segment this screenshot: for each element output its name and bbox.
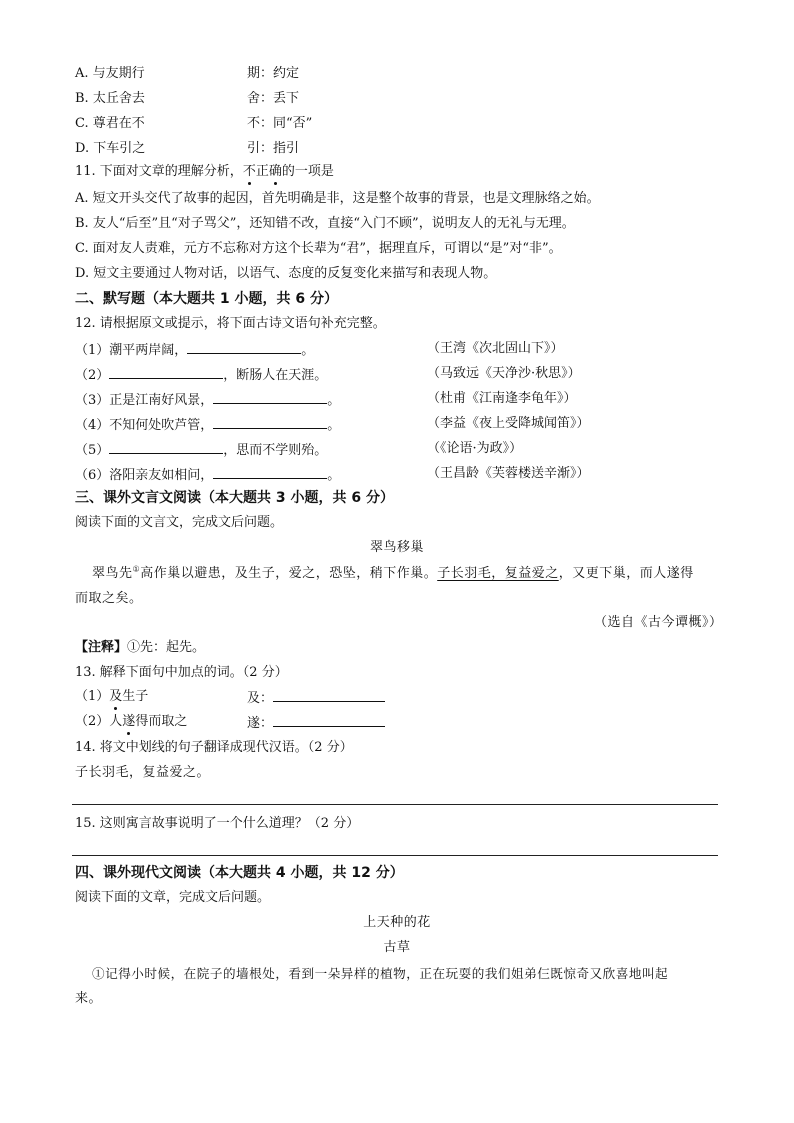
q13-answer-2: [247, 713, 385, 733]
footnote-marker: ①: [132, 564, 141, 574]
answer-blank[interactable]: [109, 365, 223, 379]
passage-text: ，又更下巢，而人遂得: [558, 566, 694, 581]
annotation: [75, 639, 205, 657]
section-2-title: 二、默写题（本大题共 1 小题，共 6 分）: [75, 291, 338, 307]
q10-option-c-gloss: 不：同“否”: [247, 116, 313, 131]
answer-blank[interactable]: [213, 390, 327, 404]
q12-item-3-source: （杜甫《江南逢李龟年》）: [427, 391, 577, 406]
item-text: 人: [109, 714, 123, 729]
dotted-word: 遂: [122, 714, 136, 729]
item-text: 正是江南好风景，: [109, 393, 214, 408]
q11-option-a: A. 短文开头交代了故事的起因，首先明确是非，这是整个故事的背景，也是文理脉络之始。: [75, 191, 600, 206]
q10-option-a: [75, 65, 145, 83]
essay-author: 古草: [383, 940, 411, 955]
option-phrase: 太丘舍去: [92, 91, 145, 106]
q11-stem-part: 正: [255, 164, 269, 179]
q11-stem-dotted: 确: [268, 164, 282, 179]
option-phrase: 下车引之: [93, 141, 146, 156]
option-phrase: 尊君在不: [92, 116, 145, 131]
q12-item-4-source: （李益《夜上受降城闻笛》）: [427, 416, 590, 431]
q12-item-6: [75, 465, 340, 485]
answer-line-q15[interactable]: [72, 855, 718, 856]
q11-stem-part: 的一项是: [281, 164, 334, 179]
item-number: （4）: [75, 418, 110, 433]
q12-item-4: [75, 415, 340, 435]
answer-blank[interactable]: [213, 465, 327, 479]
answer-blank[interactable]: [109, 440, 223, 454]
section-4-title: 四、课外现代文阅读（本大题共 4 小题，共 12 分）: [75, 865, 404, 881]
passage-source: （选自《古今谭概》）: [594, 615, 723, 630]
annotation-label: 【注释】: [75, 640, 128, 655]
option-letter: B.: [75, 91, 89, 106]
annotation-text: ①先：起先。: [127, 640, 206, 655]
q11-option-c: C. 面对友人责难，元方不忘称对方这个长辈为“君”，据理直斥，可谓以“是”对“非”。: [75, 241, 562, 256]
q12-item-2: [75, 365, 327, 385]
q11-stem-part: 11. 下面对文章的理解分析，: [75, 164, 243, 179]
q13-stem: 13. 解释下面句中加点的词。（2 分）: [75, 665, 288, 680]
passage-paragraph: [92, 565, 694, 583]
q10-option-b: [75, 90, 145, 108]
option-letter: D.: [75, 141, 90, 156]
answer-blank[interactable]: [213, 415, 327, 429]
item-text: ，思而不学则殆。: [223, 443, 328, 458]
option-phrase: 与友期行: [92, 66, 145, 81]
item-text: 。: [327, 418, 341, 433]
answer-blank[interactable]: [273, 688, 385, 702]
answer-line-q14[interactable]: [72, 804, 718, 805]
option-letter: C.: [75, 116, 89, 131]
item-text: 。: [301, 343, 315, 358]
q12-item-6-source: （王昌龄《芙蓉楼送辛渐》）: [427, 466, 590, 481]
item-text: 洛阳亲友如相问，: [109, 468, 214, 483]
item-text: 不知何处吹芦管，: [109, 418, 214, 433]
q12-item-5-source: （《论语·为政》）: [427, 441, 523, 456]
item-text: 。: [327, 468, 341, 483]
passage-paragraph-cont: 而取之矣。: [75, 591, 143, 606]
q12-stem: 12. 请根据原文或提示，将下面古诗文语句补充完整。: [75, 316, 386, 331]
item-text: 得而取之: [135, 714, 188, 729]
item-number: （2）: [75, 714, 110, 729]
q11-option-b: B. 友人“后至”且“对子骂父”，还知错不改，直接“入门不顾”，说明友人的无礼与无理。: [75, 216, 575, 231]
section-3-title: 三、课外文言文阅读（本大题共 3 小题，共 6 分）: [75, 490, 394, 506]
underlined-sentence: 子长羽毛，复益爱之: [437, 566, 559, 581]
passage-text: 高作巢以避患，及生子，爱之，恐坠，稍下作巢。: [140, 566, 438, 581]
item-text: ，断肠人在天涯。: [223, 368, 328, 383]
item-number: （1）: [75, 343, 110, 358]
section-4-intro: 阅读下面的文章，完成文后问题。: [75, 890, 271, 905]
q11-stem-dotted: 不: [242, 164, 256, 179]
item-text: 潮平两岸阔，: [109, 343, 188, 358]
q12-item-2-source: （马致远《天净沙·秋思》）: [427, 366, 581, 381]
q12-item-1: [75, 340, 314, 360]
q12-item-3: [75, 390, 340, 410]
essay-paragraph-1: ①记得小时候，在院子的墙根处，看到一朵异样的植物，正在玩耍的我们姐弟仨既惊奇又欣喜地叫起: [92, 966, 669, 981]
item-number: （3）: [75, 393, 110, 408]
section-3-intro: 阅读下面的文言文，完成文后问题。: [75, 515, 284, 530]
answer-key: 及：: [247, 691, 274, 706]
q14-stem: 14. 将文中划线的句子翻译成现代汉语。（2 分）: [75, 740, 353, 755]
item-text: 生子: [122, 689, 149, 704]
dotted-word: 及: [109, 689, 123, 704]
q12-item-1-source: （王湾《次北固山下》）: [427, 341, 564, 356]
item-number: （2）: [75, 368, 110, 383]
item-text: 。: [327, 393, 341, 408]
q11-stem: [75, 163, 334, 181]
answer-blank[interactable]: [187, 340, 301, 354]
item-number: （6）: [75, 468, 110, 483]
q10-option-a-gloss: 期：约定: [247, 66, 300, 81]
passage-title: 翠鸟移巢: [369, 540, 424, 555]
q12-item-5: [75, 440, 327, 460]
q10-option-d: [75, 140, 145, 158]
option-letter: A.: [75, 66, 89, 81]
q13-item-1: [75, 688, 148, 706]
item-number: （5）: [75, 443, 110, 458]
essay-title: 上天种的花: [363, 915, 431, 930]
q13-answer-1: [247, 688, 385, 708]
q11-option-d: D. 短文主要通过人物对话，以语气、态度的反复变化来描写和表现人物。: [75, 266, 497, 281]
essay-paragraph-1-cont: 来。: [75, 991, 103, 1006]
answer-key: 遂：: [247, 716, 274, 731]
q13-item-2: [75, 713, 187, 731]
q10-option-c: [75, 115, 145, 133]
item-number: （1）: [75, 689, 110, 704]
q10-option-b-gloss: 舍：丢下: [247, 91, 300, 106]
answer-blank[interactable]: [273, 713, 385, 727]
q14-sentence: 子长羽毛，复益爱之。: [75, 765, 211, 780]
q15-stem: 15. 这则寓言故事说明了一个什么道理？（2 分）: [75, 816, 360, 831]
q10-option-d-gloss: 引：指引: [247, 141, 300, 156]
passage-text: 翠鸟先: [92, 566, 133, 581]
